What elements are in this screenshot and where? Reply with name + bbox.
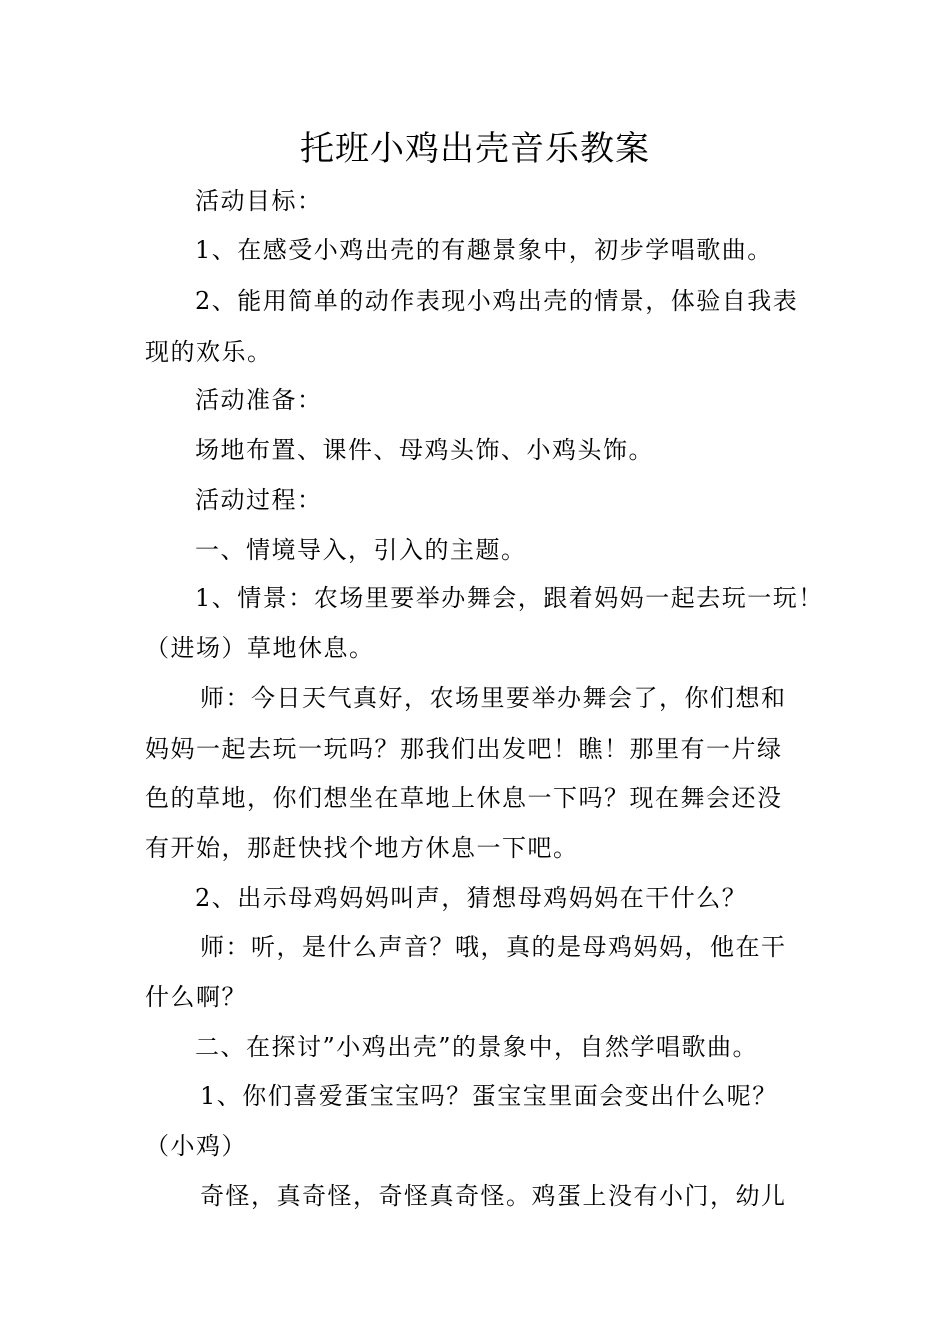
- paragraph-line: 2、能用简单的动作表现小鸡出壳的情景，体验自我表: [195, 287, 799, 315]
- paragraph-line: 活动过程：: [195, 486, 323, 514]
- paragraph-line: 1、情景：农场里要举办舞会，跟着妈妈一起去玩一玩！: [195, 584, 824, 612]
- paragraph-line: 现的欢乐。: [145, 338, 273, 366]
- paragraph-line: 2、出示母鸡妈妈叫声，猜想母鸡妈妈在干什么？: [195, 884, 748, 912]
- paragraph-line: 1、在感受小鸡出壳的有趣景象中，初步学唱歌曲。: [195, 236, 773, 264]
- paragraph-line: 什么啊？: [145, 983, 247, 1011]
- paragraph-line: 有开始，那赶快找个地方休息一下吧。: [145, 834, 579, 862]
- paragraph-line: 师：听，是什么声音？哦，真的是母鸡妈妈，他在干: [200, 933, 787, 961]
- paragraph-line: 妈妈一起去玩一玩吗？那我们出发吧！瞧！那里有一片绿: [145, 735, 783, 763]
- paragraph-line: 活动准备：: [195, 386, 323, 414]
- paragraph-line: 活动目标：: [195, 187, 323, 215]
- paragraph-line: （进场）草地休息。: [145, 634, 375, 662]
- paragraph-line: 1、你们喜爱蛋宝宝吗？蛋宝宝里面会变出什么呢？: [200, 1082, 778, 1110]
- paragraph-line: 场地布置、课件、母鸡头饰、小鸡头饰。: [195, 436, 654, 464]
- paragraph-line: 二、在探讨”小鸡出壳”的景象中，自然学唱歌曲。: [195, 1033, 759, 1061]
- paragraph-line: 一、情境导入，引入的主题。: [195, 536, 527, 564]
- paragraph-line: 色的草地，你们想坐在草地上休息一下吗？现在舞会还没: [145, 784, 783, 812]
- paragraph-line: 师：今日天气真好，农场里要举办舞会了，你们想和: [200, 684, 787, 712]
- document-title: 托班小鸡出壳音乐教案: [300, 129, 650, 169]
- paragraph-line: （小鸡）: [145, 1132, 247, 1160]
- paragraph-line: 奇怪，真奇怪，奇怪真奇怪。鸡蛋上没有小门，幼儿: [200, 1182, 787, 1210]
